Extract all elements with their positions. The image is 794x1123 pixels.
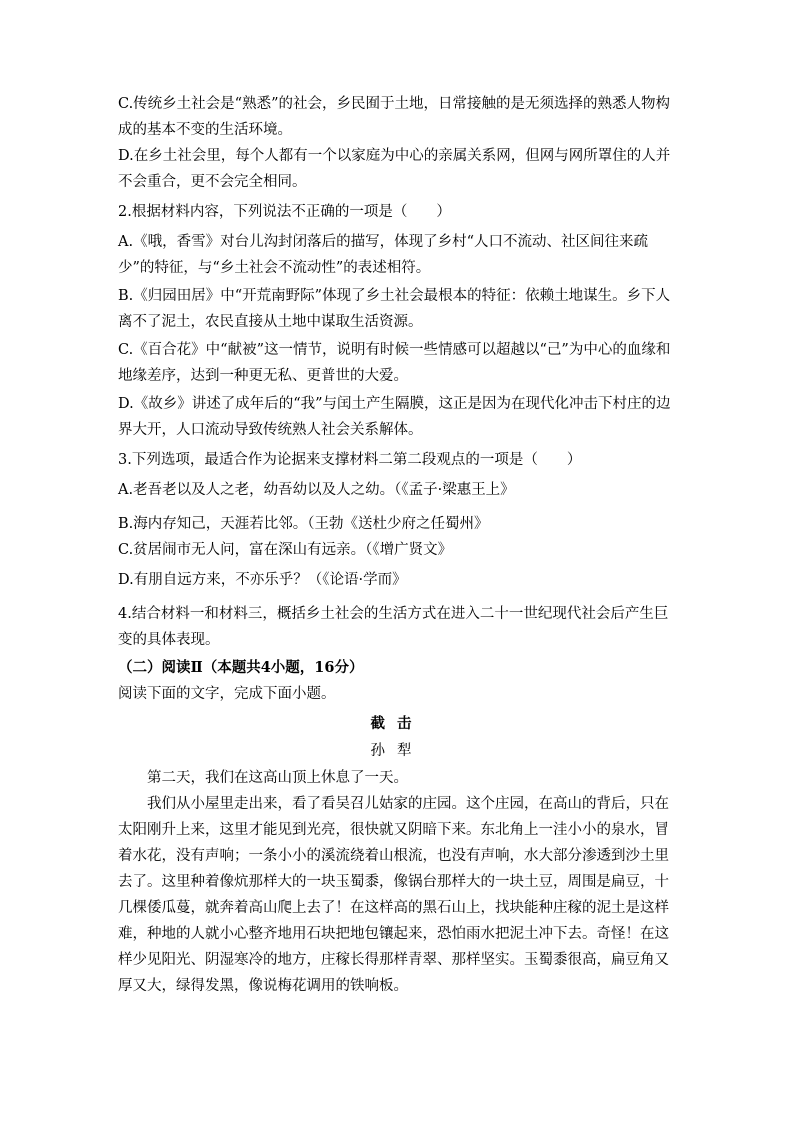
passage-paragraph-1: 第二天，我们在这高山顶上休息了一天。	[147, 770, 408, 786]
passage-paragraph-2: 我们从小屋里走出来，看了看吴召儿姑家的庄园。这个庄园，在高山的背后，只在太阳刚升上来，这里才能见到光亮，很快就又阴暗下来。东北角上一洼小小的泉水，冒着水花，没有声响；一条小小的溪流绕着山根流，也没有声响，水大部分渗透到沙土里去了。这里种着像炕那样大的一块玉蜀黍，像锅台那样大的一块土豆，周围是扁豆，十几棵倭瓜蔓，就奔着高山爬上去了！在这样高的黑石山上，找块能种庄稼的泥土是这样难，种地的人就小心整齐地用石块把地包镶起来，恐怕雨水把泥土冲下去。奇怪！在这样少见阳光、阴湿寒冷的地方，庄稼长得那样青翠、那样坚实。玉蜀黍很高，扁豆角又厚又大，绿得发黑，像说梅花调用的铁响板。	[118, 796, 669, 994]
question-4: 4.结合材料一和材料三，概括乡土社会的生活方式在进入二十一世纪现代社会后产生巨变的具体表现。	[118, 606, 669, 648]
q1-option-c: C.传统乡土社会是“熟悉”的社会，乡民囿于土地，日常接触的是无须选择的熟悉人物构成的基本不变的生活环境。	[118, 96, 671, 138]
passage-title: 截击	[370, 715, 424, 732]
question-2: 2.根据材料内容，下列说法不正确的一项是（ ）	[118, 204, 451, 220]
question-3: 3.下列选项，最适合作为论据来支撑材料二第二段观点的一项是（ ）	[118, 452, 582, 468]
q3-option-a: A.老吾老以及人之老，幼吾幼以及人之幼。（《孟子·梁惠王上》	[118, 482, 515, 498]
q2-option-a: A.《哦，香雪》对台儿沟封闭落后的描写，体现了乡村“人口不流动、社区间往来疏少”的特征，与“乡土社会不流动性”的表述相符。	[118, 234, 648, 276]
q3-option-c: C.贫居闹市无人问，富在深山有远亲。（《增广贤文》	[118, 542, 453, 558]
q2-option-c: C.《百合花》中“献被”这一情节，说明有时候一些情感可以超越以“己”为中心的血缘和地缘差序，达到一种更无私、更普世的大爱。	[118, 342, 671, 384]
q3-option-d: D.有朋自远方来，不亦乐乎？（《论语·学而》	[118, 572, 407, 588]
q1-option-d: D.在乡土社会里，每个人都有一个以家庭为中心的亲属关系网，但网与网所罩住的人并不会重合，更不会完全相同。	[118, 148, 671, 190]
section-heading: （二）阅读Ⅱ（本题共4小题，16分）	[118, 659, 364, 676]
q2-option-d: D.《故乡》讲述了成年后的“我”与闰土产生隔膜，这正是因为在现代化冲击下村庄的边界大开，人口流动导致传统熟人社会关系解体。	[118, 396, 671, 438]
reading-instruction: 阅读下面的文字，完成下面小题。	[118, 686, 336, 702]
q3-option-b: B.海内存知己，天涯若比邻。（王勃《送杜少府之任蜀州》	[118, 516, 489, 532]
q2-option-b: B.《归园田居》中“开荒南野际”体现了乡土社会最根本的特征：依赖土地谋生。乡下人离不了泥土，农民直接从土地中谋取生活资源。	[118, 288, 671, 330]
passage-author: 孙犁	[370, 743, 424, 759]
